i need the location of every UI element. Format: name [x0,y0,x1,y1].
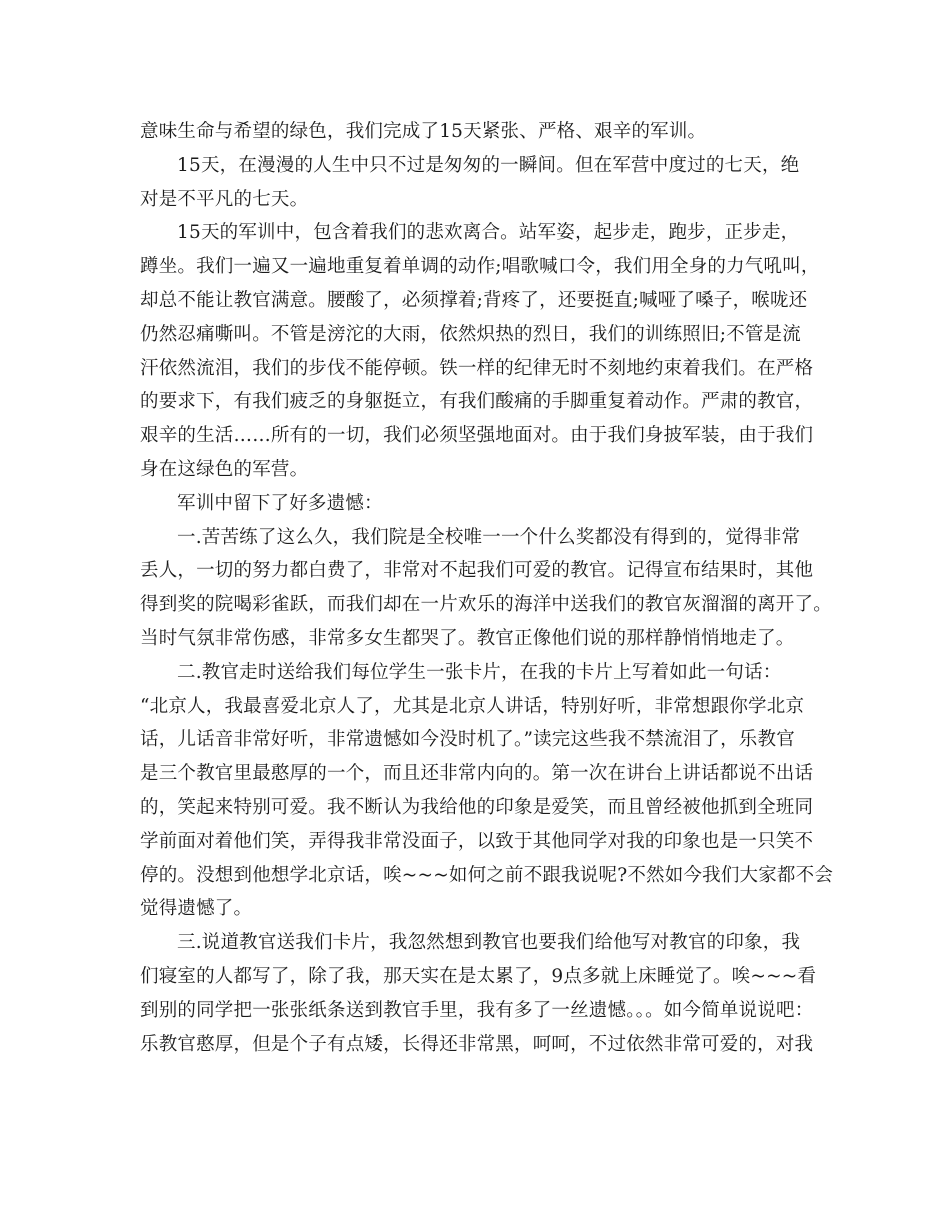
text-line: 却总不能让教官满意。腰酸了，必须撑着;背疼了，还要挺直;喊哑了嗓子，喉咙还 [140,289,808,311]
text-line: 得到奖的院喝彩雀跃，而我们却在一片欢乐的海洋中送我们的教官灰溜溜的离开了。 [140,594,832,616]
text-line: 是三个教官里最憨厚的一个，而且还非常内向的。第一次在讲台上讲话都说不出话 [140,763,814,785]
text-line: 话，儿话音非常好听，非常遗憾如今没时机了。”读完这些我不禁流泪了，乐教官 [140,729,795,751]
text-line: 仍然忍痛嘶叫。不管是滂沱的大雨，依然炽热的烈日，我们的训练照旧;不管是流 [140,323,801,345]
text-line: 觉得遗憾了。 [140,898,253,920]
text-line: 停的。没想到他想学北京话，唉~~~如何之前不跟我说呢?不然如今我们大家都不会 [140,864,834,886]
text-line: 15天的军训中，包含着我们的悲欢离合。站军姿，起步走，跑步，正步走， [177,222,800,244]
text-line: 丢人，一切的努力都白费了，非常对不起我们可爱的教官。记得宣布结果时，其他 [140,560,814,582]
text-line: 二.教官走时送给我们每位学生一张卡片，在我的卡片上写着如此一句话： [177,661,782,683]
text-line: 乐教官憨厚，但是个子有点矮，长得还非常黑，呵呵，不过依然非常可爱的，对我 [140,1033,814,1055]
text-line: 们寝室的人都写了，除了我，那天实在是太累了，9点多就上床睡觉了。唉~~~看 [140,965,817,987]
text-line: 汗依然流泪，我们的步伐不能停顿。铁一样的纪律无时不刻地约束着我们。在严格 [140,357,814,379]
text-line: 对是不平凡的七天。 [140,188,309,210]
text-line: 艰辛的生活……所有的一切，我们必须坚强地面对。由于我们身披军装，由于我们 [140,425,814,447]
text-line: 当时气氛非常伤感，非常多女生都哭了。教官正像他们说的那样静悄悄地走了。 [140,627,795,649]
text-line: 意味生命与希望的绿色，我们完成了15天紧张、严格、艰辛的军训。 [140,121,707,142]
text-line: 的，笑起来特别可爱。我不断认为我给他的印象是爱笑，而且曾经被他抓到全班同 [140,796,814,818]
text-line: 三.说道教官送我们卡片，我忽然想到教官也要我们给他写对教官的印象，我 [177,932,801,954]
text-line: 15天，在漫漫的人生中只不过是匆匆的一瞬间。但在军营中度过的七天，绝 [177,154,800,176]
text-line: “北京人，我最喜爱北京人了，尤其是北京人讲话，特别好听，非常想跟你学北京 [140,695,805,717]
document-body [140,115,834,1061]
text-line: 军训中留下了好多遗憾： [177,492,383,514]
text-line: 学前面对着他们笑，弄得我非常没面子，以致于其他同学对我的印象也是一只笑不 [140,830,814,852]
text-line: 蹲坐。我们一遍又一遍地重复着单调的动作;唱歌喊口令，我们用全身的力气吼叫， [140,256,820,278]
text-line: 一.苦苦练了这么久，我们院是全校唯一一个什么奖都没有得到的，觉得非常 [177,526,801,548]
text-line: 的要求下，有我们疲乏的身躯挺立，有我们酸痛的手脚重复着动作。严肃的教官， [140,391,814,413]
text-line: 身在这绿色的军营。 [140,458,309,480]
text-line: 到别的同学把一张张纸条送到教官手里，我有多了一丝遗憾。。。如今简单说说吧： [140,999,814,1021]
